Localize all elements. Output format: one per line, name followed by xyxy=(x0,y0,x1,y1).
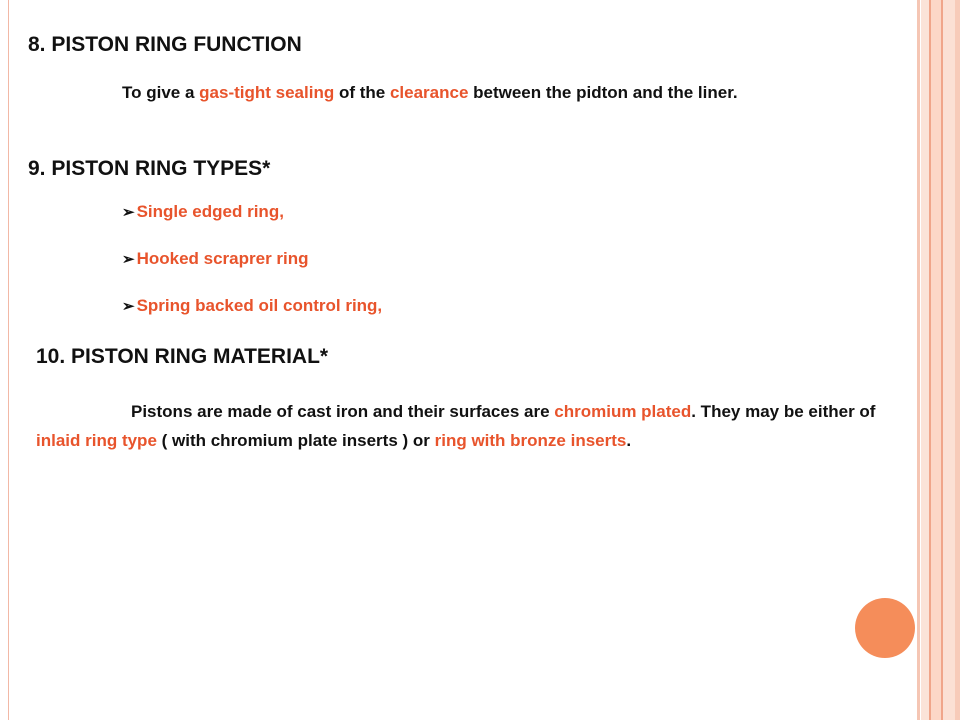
decorative-stripe xyxy=(917,0,920,720)
decorative-stripe xyxy=(943,0,955,720)
ring-types-list xyxy=(122,198,382,339)
section-heading-types: 9. PISTON RING TYPES* xyxy=(28,157,271,180)
highlight-chromium-plated: chromium plated xyxy=(554,402,692,421)
section-heading-function: 8. PISTON RING FUNCTION xyxy=(28,33,302,56)
text-run: . xyxy=(626,431,632,450)
highlight-ring-with-bronze-inserts: ring with bronze inserts xyxy=(434,431,627,450)
decorative-stripe xyxy=(955,0,960,720)
highlight-inlaid-ring-type: inlaid ring type xyxy=(36,431,157,450)
decorative-stripe xyxy=(931,0,941,720)
function-paragraph xyxy=(122,79,922,106)
text-run: . They may be either of xyxy=(691,402,876,421)
list-item xyxy=(122,245,382,292)
text-run: To give a xyxy=(122,83,200,102)
list-item-label: Spring backed oil control ring, xyxy=(136,296,383,315)
list-item xyxy=(122,292,382,339)
list-item-label: Hooked scraprer ring xyxy=(136,249,309,268)
left-border-line xyxy=(8,0,9,720)
decorative-circle xyxy=(855,598,915,658)
arrow-bullet-icon: ➢ xyxy=(122,204,135,221)
arrow-bullet-icon: ➢ xyxy=(122,298,135,315)
list-item xyxy=(122,198,382,245)
list-item-label: Single edged ring, xyxy=(136,202,284,221)
highlight-clearance: clearance xyxy=(389,83,469,102)
text-run: ( with chromium plate inserts ) or xyxy=(156,431,435,450)
arrow-bullet-icon: ➢ xyxy=(122,251,135,268)
highlight-gas-tight-sealing: gas-tight sealing xyxy=(199,83,335,102)
material-paragraph xyxy=(36,397,916,455)
text-run: between the pidton and the liner. xyxy=(468,83,738,102)
decorative-stripe xyxy=(921,0,929,720)
text-run: Pistons are made of cast iron and their surfaces are xyxy=(131,402,555,421)
section-heading-material: 10. PISTON RING MATERIAL* xyxy=(36,345,329,368)
text-run: of the xyxy=(334,83,390,102)
